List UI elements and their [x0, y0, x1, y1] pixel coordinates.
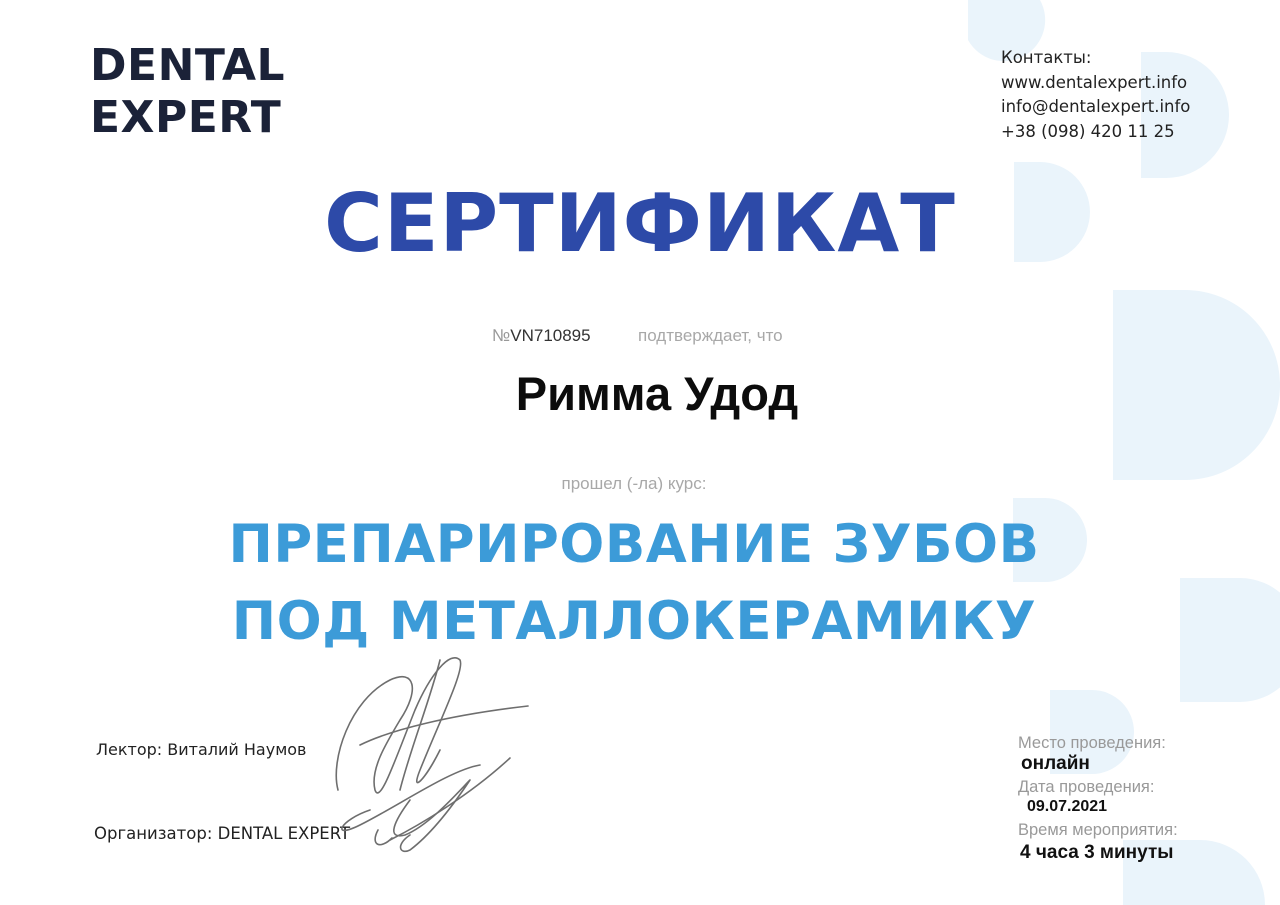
certificate-title: СЕРТИФИКАТ — [324, 177, 956, 270]
place-label: Место проведения: — [1018, 734, 1166, 752]
number-value: VN710895 — [510, 326, 591, 345]
certificate-number — [492, 326, 591, 346]
course-title-line-1: ПРЕПАРИРОВАНИЕ ЗУБОВ — [228, 514, 1040, 575]
confirm-row — [0, 326, 1280, 350]
course-title — [0, 506, 1268, 660]
passed-course-text: прошел (-ла) курс: — [561, 474, 707, 493]
number-sign: № — [492, 326, 511, 345]
lector-label: Лектор: Виталий Наумов — [96, 740, 307, 759]
signature-icon — [300, 640, 540, 880]
contact-website[interactable]: www.dentalexpert.info — [1001, 72, 1188, 92]
date-value: 09.07.2021 — [1027, 798, 1108, 815]
event-details — [1018, 733, 1258, 864]
place-value: онлайн — [1021, 753, 1090, 774]
course-title-line-2: ПОД МЕТАЛЛОКЕРАМИКУ — [231, 591, 1037, 652]
organizer-label: Организатор: DENTAL EXPERT — [94, 824, 351, 843]
confirms-text: подтверждает, что — [638, 326, 783, 345]
duration-value: 4 часа 3 минуты — [1020, 842, 1174, 863]
recipient-name: Римма Удод — [515, 367, 799, 420]
date-label: Дата проведения: — [1018, 778, 1155, 796]
logo-line-1: DENTAL — [90, 40, 286, 91]
company-logo — [90, 40, 285, 144]
contact-email[interactable]: info@dentalexpert.info — [1001, 97, 1191, 116]
contacts-block — [1001, 46, 1190, 144]
contact-phone[interactable]: +38 (098) 420 11 25 — [1001, 121, 1175, 141]
contacts-heading: Контакты: — [1001, 48, 1092, 67]
logo-line-2: EXPERT — [90, 92, 282, 143]
duration-label: Время мероприятия: — [1018, 821, 1178, 839]
